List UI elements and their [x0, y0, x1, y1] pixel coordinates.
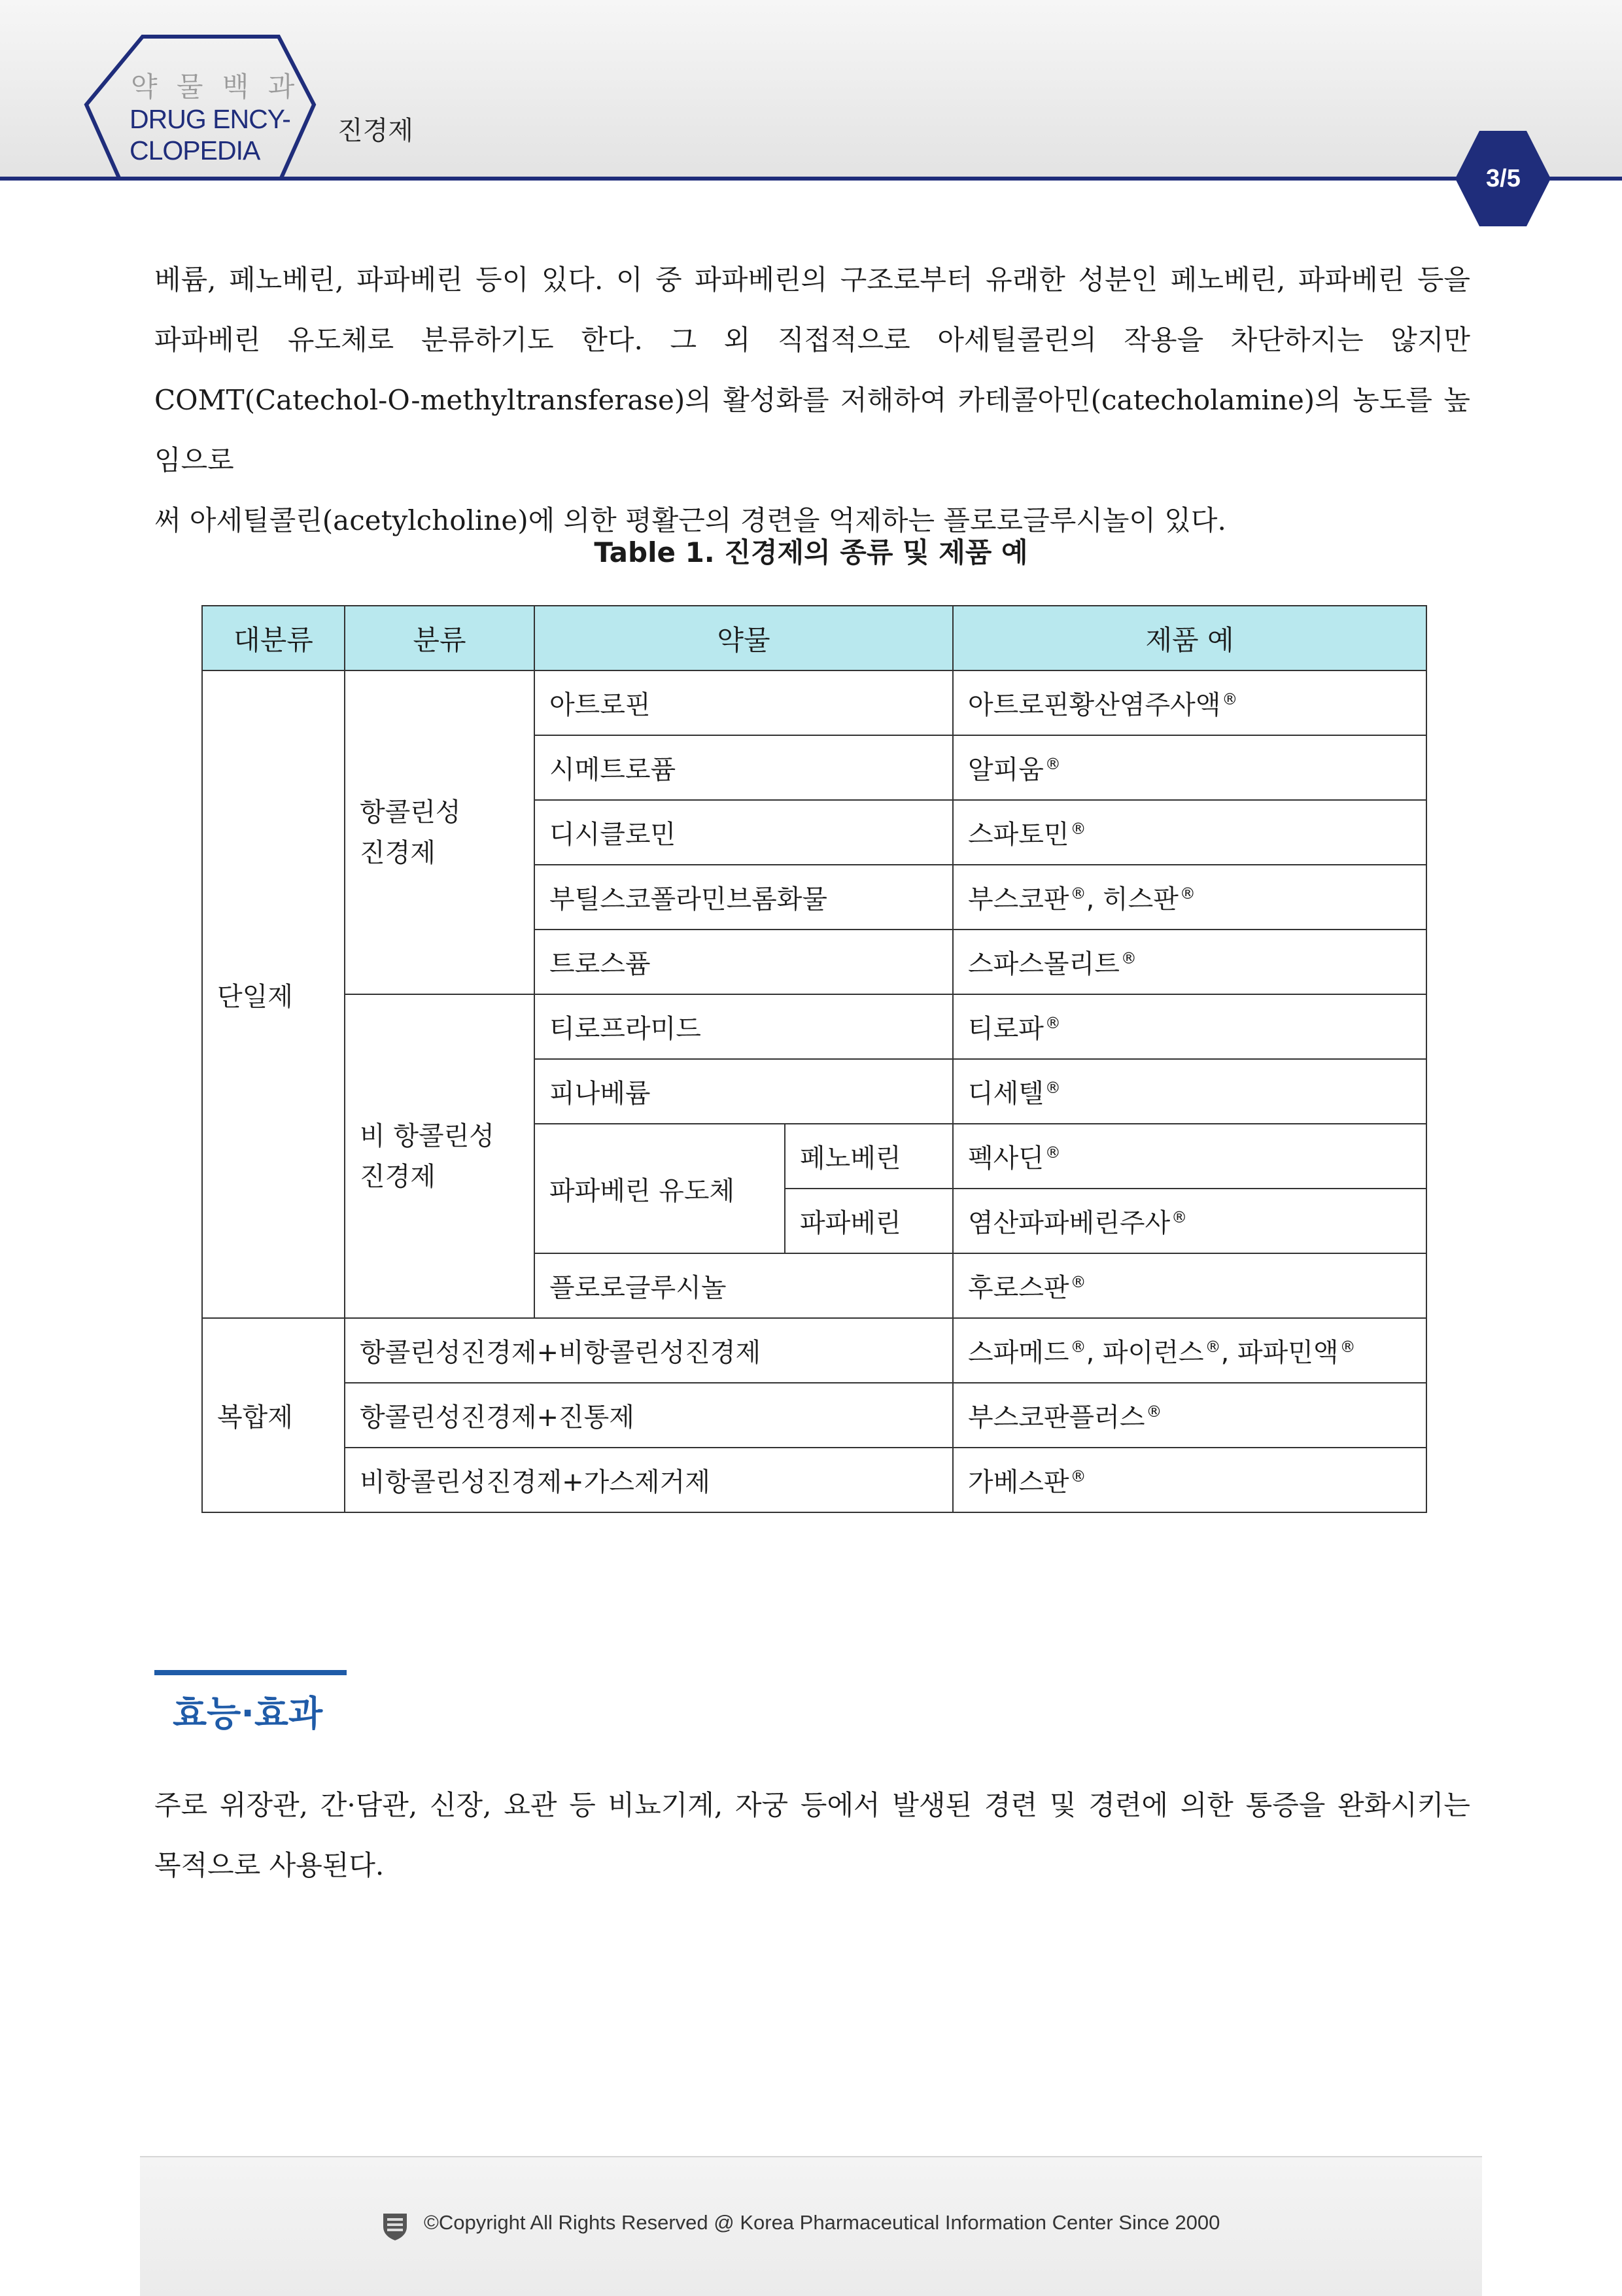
- logo-english-line1: DRUG ENCY-: [129, 104, 290, 134]
- cell-product: 부스코판®, 히스판®: [953, 865, 1426, 930]
- cell-drug: 플로로글루시놀: [534, 1253, 953, 1318]
- cell-drug: 피나베륨: [534, 1059, 953, 1124]
- cell-product: [953, 1059, 1426, 1124]
- table-row: [202, 1318, 1426, 1383]
- intro-line-2: 파파베린 유도체로 분류하기도 한다. 그 외 직접적으로 아세틸콜린의 작용을 차단하지는 않지만: [154, 324, 1470, 356]
- non-anticholinergic-label-line1: 비 항콜린성: [360, 1121, 494, 1151]
- header-drug: 약물: [534, 606, 953, 670]
- cell-drug: 트로스퓸: [534, 930, 953, 994]
- table-row: [202, 994, 1426, 1059]
- product-name: 후로스판: [968, 1273, 1069, 1303]
- cell-product: [953, 800, 1426, 865]
- product-name: 펙사딘: [968, 1143, 1044, 1174]
- cell-product: [953, 1253, 1426, 1318]
- cell-drug: 항콜린성진경제+비항콜린성진경제: [345, 1318, 953, 1383]
- shield-logo-icon: [381, 2210, 409, 2241]
- registered-mark: ®: [1171, 1208, 1188, 1226]
- registered-mark: ®: [1070, 1273, 1086, 1291]
- cell-non-anticholinergic: [345, 994, 534, 1318]
- table-header-row: [202, 606, 1426, 670]
- efficacy-line-1: 주로 위장관, 간·담관, 신장, 요관 등 비뇨기계, 자궁 등에서 발생된 경련 및 경련에 의한 통증을 완화시키는: [154, 1789, 1470, 1821]
- product-name: 알피움: [968, 755, 1044, 785]
- cell-product: [953, 1189, 1426, 1253]
- cell-product: 스파메드®, 파이런스®, 파파민액®: [953, 1318, 1426, 1383]
- table-caption: Table 1. 진경제의 종류 및 제품 예: [594, 536, 1028, 568]
- logo-korean: 약 물 백 과: [131, 71, 300, 103]
- efficacy-paragraph: [154, 1775, 1470, 1896]
- product-name: 스파토민: [968, 820, 1069, 850]
- cell-product: [953, 994, 1426, 1059]
- cell-drug: 항콜린성진경제+진통제: [345, 1383, 953, 1448]
- cell-drug: 부틸스코폴라민브롬화물: [534, 865, 953, 930]
- cell-product: [953, 670, 1426, 735]
- anticholinergic-label-line1: 항콜린성: [360, 797, 461, 827]
- registered-mark: ®: [1179, 884, 1196, 903]
- logo-english: [129, 103, 290, 166]
- cell-drug: 아트로핀: [534, 670, 953, 735]
- footer-copyright: ©Copyright All Rights Reserved @ Korea Pharmaceutical Information Center Since 2000: [424, 2211, 1220, 2234]
- registered-mark: ®: [1044, 1014, 1061, 1032]
- registered-mark: ®: [1044, 755, 1061, 773]
- registered-mark: ®: [1070, 884, 1086, 903]
- product-name: 파이런스: [1103, 1338, 1204, 1368]
- table-row: [202, 670, 1426, 735]
- registered-mark: ®: [1070, 820, 1086, 838]
- registered-mark: ®: [1146, 1402, 1162, 1421]
- header-major: 대분류: [202, 606, 345, 670]
- header-title: 진경제: [337, 116, 413, 146]
- product-name: 티로파: [968, 1014, 1044, 1044]
- anticholinergic-label-line2: 진경제: [360, 837, 436, 868]
- product-name: 염산파파베린주사: [968, 1208, 1171, 1238]
- cell-drug: 시메트로퓸: [534, 735, 953, 800]
- intro-line-4: 써 아세틸콜린(acetylcholine)에 의한 평활근의 경련을 억제하는 플로로글루시놀이 있다.: [154, 504, 1226, 536]
- cell-product: [953, 1448, 1426, 1512]
- header-product: 제품 예: [953, 606, 1426, 670]
- cell-subdrug: 파파베린: [785, 1189, 953, 1253]
- registered-mark: ®: [1205, 1338, 1221, 1356]
- registered-mark: ®: [1339, 1338, 1356, 1356]
- intro-paragraph: [154, 250, 1470, 551]
- non-anticholinergic-label-line2: 진경제: [360, 1161, 436, 1192]
- cell-single: 단일제: [202, 670, 345, 1318]
- drug-classification-table: [201, 605, 1427, 1513]
- registered-mark: ®: [1070, 1467, 1086, 1486]
- cell-drug: 티로프라미드: [534, 994, 953, 1059]
- header-category: 분류: [345, 606, 534, 670]
- product-name: 부스코판: [968, 884, 1069, 914]
- registered-mark: ®: [1044, 1079, 1061, 1097]
- cell-drug: 디시클로민: [534, 800, 953, 865]
- registered-mark: ®: [1120, 949, 1137, 967]
- registered-mark: ®: [1222, 690, 1238, 708]
- table-row: [202, 1383, 1426, 1448]
- registered-mark: ®: [1044, 1143, 1061, 1162]
- section-title-efficacy: 효능·효과: [173, 1693, 323, 1734]
- page-number: 3/5: [1486, 165, 1521, 192]
- efficacy-line-2: 목적으로 사용된다.: [154, 1849, 385, 1881]
- logo-english-line2: CLOPEDIA: [129, 135, 260, 165]
- cell-product: [953, 1383, 1426, 1448]
- cell-drug: 비항콜린성진경제+가스제거제: [345, 1448, 953, 1512]
- product-name: 스파스몰리트: [968, 949, 1120, 979]
- cell-anticholinergic: [345, 670, 534, 994]
- cell-product: [953, 735, 1426, 800]
- cell-subdrug: 페노베린: [785, 1124, 953, 1189]
- cell-combination: 복합제: [202, 1318, 345, 1512]
- cell-papaverine-derivative: 파파베린 유도체: [534, 1124, 785, 1253]
- intro-line-1: 베륨, 페노베린, 파파베린 등이 있다. 이 중 파파베린의 구조로부터 유래한 성분인 페노베린, 파파베린 등을: [154, 264, 1470, 296]
- product-name: 부스코판플러스: [968, 1402, 1145, 1433]
- product-name: 디세텔: [968, 1079, 1044, 1109]
- intro-line-3: COMT(Catechol-O-methyltransferase)의 활성화를 저해하여 카테콜아민(catecholamine)의 농도를 높임으로: [154, 384, 1470, 476]
- registered-mark: ®: [1070, 1338, 1086, 1356]
- product-name: 스파메드: [968, 1338, 1069, 1368]
- product-name: 아트로핀황산염주사액: [968, 690, 1221, 720]
- section-accent-bar: [154, 1670, 347, 1675]
- cell-product: [953, 1124, 1426, 1189]
- table-row: [202, 1448, 1426, 1512]
- product-name: 가베스판: [968, 1467, 1069, 1497]
- product-name: 파파민액: [1237, 1338, 1339, 1368]
- product-name: 히스판: [1103, 884, 1179, 914]
- cell-product: [953, 930, 1426, 994]
